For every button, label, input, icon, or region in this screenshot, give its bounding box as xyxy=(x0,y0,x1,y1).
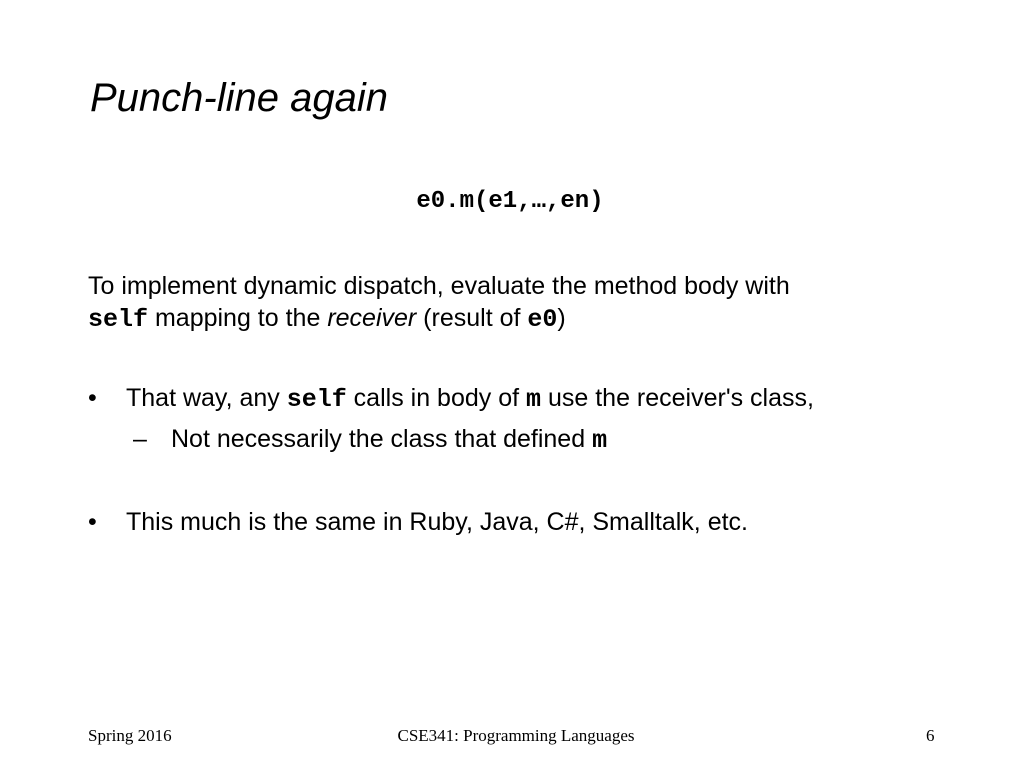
bullet-mark: • xyxy=(88,384,97,412)
text: (result of xyxy=(416,304,528,332)
text: calls in body of xyxy=(346,384,526,412)
text: ) xyxy=(557,304,566,332)
bullet-mark: • xyxy=(88,508,97,536)
bullet-item xyxy=(88,508,748,537)
text: To implement dynamic dispatch, evaluate the method body with xyxy=(88,272,790,300)
method-call-code: e0.m(e1,…,en) xyxy=(416,188,604,215)
text: mapping to the xyxy=(148,304,328,332)
code: e0 xyxy=(527,305,558,334)
code: self xyxy=(286,385,347,414)
text: That way, any xyxy=(126,384,287,412)
paragraph xyxy=(88,270,790,336)
page-number: 6 xyxy=(926,726,935,745)
sub-bullet-item xyxy=(133,425,607,455)
footer-course: CSE341: Programming Languages xyxy=(397,726,635,745)
emphasis: receiver xyxy=(327,304,417,332)
code: m xyxy=(526,385,542,414)
slide-title: Punch-line again xyxy=(90,76,388,120)
code: m xyxy=(592,426,608,455)
code: self xyxy=(88,305,149,334)
footer-date: Spring 2016 xyxy=(88,726,172,745)
text: This much is the same in Ruby, Java, C#, Smalltalk, etc. xyxy=(126,508,748,536)
dash-mark: – xyxy=(133,425,147,453)
bullet-item xyxy=(88,384,814,414)
text: use the receiver's class, xyxy=(541,384,814,412)
text: Not necessarily the class that defined xyxy=(171,425,593,453)
